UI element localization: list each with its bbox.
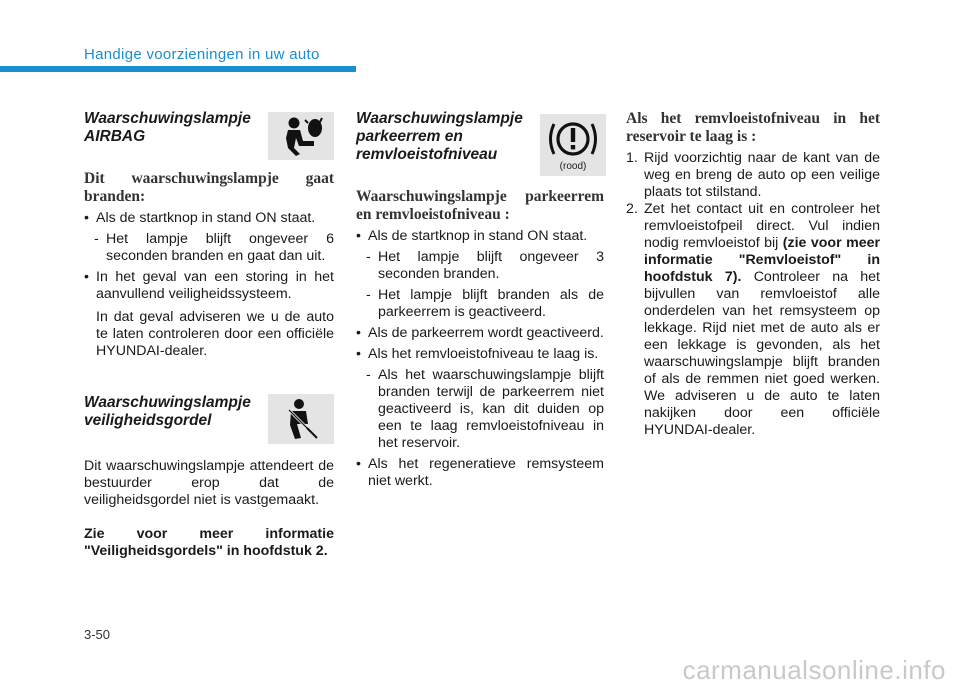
watermark: carmanualsonline.info: [682, 655, 946, 685]
step-1-text: Rijd voorzichtig naar de kant van de weg en breng de auto op een veilige plaats tot stilstand.: [644, 150, 880, 200]
airbag-title-line2: AIRBAG: [84, 128, 146, 145]
page-number: 3-50: [84, 627, 111, 642]
step-2-text-a: Zet het contact uit en controleer het remvloeistofpeil direct. Vul indien nodig remvloeistof bij: [644, 201, 880, 251]
low-fluid-heading: Als het remvloeistofniveau in het reservoir te laag is :: [626, 110, 880, 145]
airbag-subheading: Dit waarschuwingslampje gaat branden:: [84, 170, 334, 205]
dash-mark: -: [366, 249, 371, 265]
brake-title-line3: remvloeistofniveau: [356, 146, 498, 163]
airbag-warning-icon: [268, 112, 334, 160]
brake-warning-icon: [540, 114, 606, 176]
column-3: [626, 110, 880, 439]
airbag-title-line1: Waarschuwingslampje: [84, 110, 251, 127]
dash-mark: -: [94, 231, 99, 247]
belt-reference: Zie voor meer informatie "Veiligheidsgordels" in hoofdstuk 2.: [84, 526, 334, 559]
belt-heading: [84, 394, 334, 458]
column-1: [84, 110, 334, 560]
step-2: [626, 201, 880, 439]
step-2-reference: (zie voor meer informatie "Remvloeistof" in hoofdstuk 7).: [644, 235, 880, 285]
airbag-bullet-1: • Als de startknop in stand ON staat.: [84, 210, 334, 227]
brake-bullet-1: • Als de startknop in stand ON staat.: [356, 228, 604, 245]
brake-dash-3-text: Als het waarschuwingslampje blijft branden terwijl de parkeerrem niet geactiveerd is, kan dit duiden op een te laag remvloeistofniveau in het reservoir.: [378, 367, 604, 451]
brake-dash-1-text: Het lampje blijft ongeveer 3 seconden branden.: [378, 249, 604, 282]
belt-title-line1: Waarschuwingslampje: [84, 394, 251, 411]
step-1: [626, 150, 880, 201]
brake-title-line2: parkeerrem en: [356, 128, 463, 145]
brake-dash-2: [356, 287, 604, 321]
step-1-number: 1.: [626, 150, 638, 166]
airbag-bullet-2: • In het geval van een storing in het aanvullend veiligheidssysteem.: [84, 269, 334, 303]
brake-dash-3: [356, 367, 604, 452]
step-2-number: 2.: [626, 201, 638, 217]
airbag-bullet-2-continued: In dat geval adviseren we u de auto te laten controleren door een officiële HYUNDAI-dealer.: [96, 309, 334, 359]
brake-title-line1: Waarschuwingslampje: [356, 110, 523, 127]
brake-dash-2-text: Het lampje blijft branden als de parkeerrem is geactiveerd.: [378, 287, 604, 320]
header-bar: [0, 66, 356, 72]
belt-text: Dit waarschuwingslampje attendeert de bestuurder erop dat de veiligheidsgordel niet is vastgemaakt.: [84, 458, 334, 508]
column-2: [356, 110, 604, 490]
belt-title-line2: veiligheidsgordel: [84, 412, 212, 429]
brake-subheading: Waarschuwingslampje parkeerrem en remvloeistofniveau :: [356, 188, 604, 223]
section-header: Handige voorzieningen in uw auto: [84, 46, 320, 63]
step-2-text-b: Controleer na het bijvullen van remvloeistof alle onderdelen van het remsysteem op lekkage. Rijd niet met de auto als er een lekkage is gevonden, als het waarschuwingslampje blijft branden of als de remmen niet goed werken. We adviseren u de auto te laten nakijken door een officiële HYUNDAI-dealer.: [644, 269, 880, 438]
airbag-dash-1: [84, 231, 334, 265]
dash-mark: -: [366, 287, 371, 303]
brake-icon-caption: (rood): [559, 161, 587, 172]
brake-bullet-4: • Als het regeneratieve remsysteem niet werkt.: [356, 456, 604, 490]
seatbelt-warning-icon: [268, 394, 334, 444]
dash-mark: -: [366, 367, 371, 383]
brake-heading: [356, 110, 604, 188]
brake-bullet-2: • Als de parkeerrem wordt geactiveerd.: [356, 325, 604, 342]
airbag-heading: [84, 110, 334, 168]
brake-bullet-3: • Als het remvloeistofniveau te laag is.: [356, 346, 604, 363]
brake-dash-1: [356, 249, 604, 283]
airbag-dash-text: Het lampje blijft ongeveer 6 seconden branden en gaat dan uit.: [106, 231, 334, 264]
